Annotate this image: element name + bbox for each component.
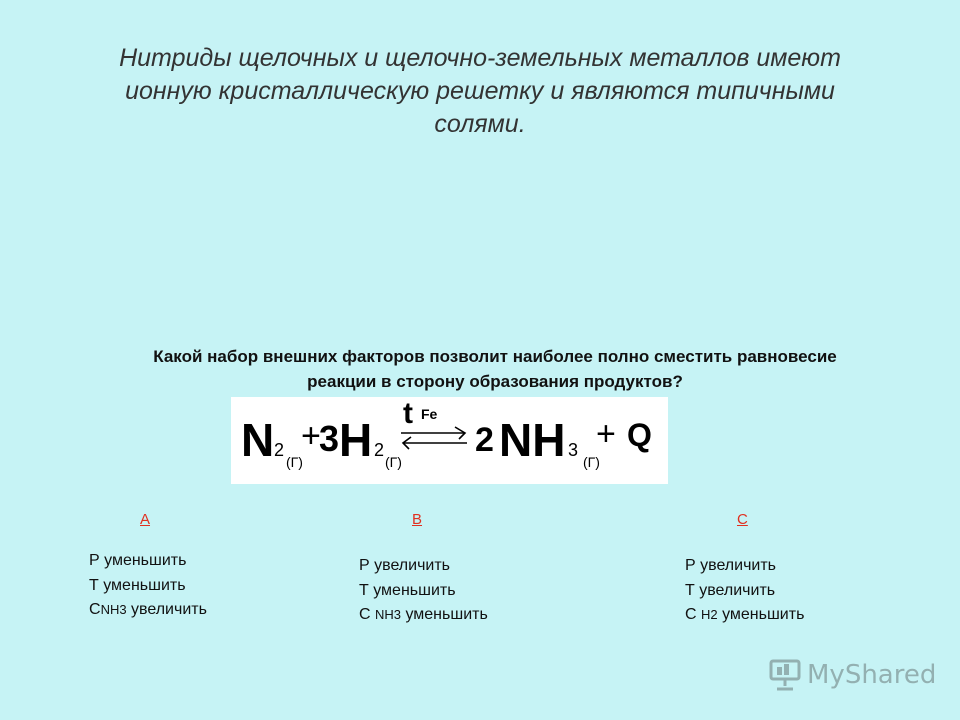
equation-n-phase: (Г) [286,454,303,470]
equation-h-subscript: 2 [374,440,385,460]
option-a-c-prefix: С [89,601,101,618]
watermark [767,656,937,696]
question-text [30,344,960,394]
option-a-concentration [89,598,207,623]
option-b-c-prefix: С [359,606,375,623]
option-b-temperature: Т уменьшить [359,581,456,599]
equation-coef-nh: 2 [475,421,494,459]
equation-heat-q: Q [627,417,652,453]
option-c-link[interactable]: C [737,511,748,528]
option-a-link[interactable]: A [140,511,151,528]
equation-nh-subscript: 3 [568,440,579,460]
intro-text [70,42,890,141]
condition-temperature: t [403,397,413,430]
option-a-pressure: Р уменьшить [89,552,187,569]
equation-h: H [339,414,373,466]
reaction-equation [231,397,668,484]
option-c-pressure: Р увеличить [685,557,777,574]
equation-nh: NH [499,414,566,466]
watermark-text: MyShared [807,660,937,690]
option-b-answer [359,554,488,628]
equation-n: N [241,414,275,466]
option-c-c-formula: H2 [701,607,718,622]
intro-line-2: ионную кристаллическую решетку и являются типичными [125,77,835,105]
option-b-concentration [359,603,488,628]
option-b-c-action: уменьшить [401,606,488,623]
equation-plus-2: + [596,415,616,453]
option-b-c-formula: NH3 [375,607,402,622]
condition-catalyst: Fe [421,406,438,422]
equation-coef-h: 3 [319,418,340,459]
equation-nh-phase: (Г) [583,454,600,470]
option-a-c-formula: NH3 [100,602,127,617]
question-line-1: Какой набор внешних факторов позволит наиболее полно сместить равновесие [153,347,837,366]
presentation-board-icon [767,658,803,692]
option-c-concentration [685,603,804,628]
option-a-temperature: Т уменьшить [89,576,186,594]
option-c-c-action: уменьшить [717,606,805,623]
equation-n-subscript: 2 [274,440,285,460]
option-c-c-prefix: С [685,606,701,623]
intro-line-3: солями. [434,110,526,138]
question-line-2: реакции в сторону образования продуктов? [307,372,683,391]
equilibrium-arrows-icon [397,425,473,453]
option-c-answer [685,554,804,628]
option-a-c-action: увеличить [126,601,207,618]
equation-h-phase: (Г) [385,454,402,470]
option-b-link[interactable]: B [412,511,423,528]
option-a-answer [89,549,207,623]
intro-line-1: Нитриды щелочных и щелочно-земельных металлов имеют [119,44,841,72]
option-b-pressure: Р увеличить [359,557,451,574]
option-c-temperature: Т увеличить [685,581,776,599]
equation-plus-1: + [301,417,321,455]
